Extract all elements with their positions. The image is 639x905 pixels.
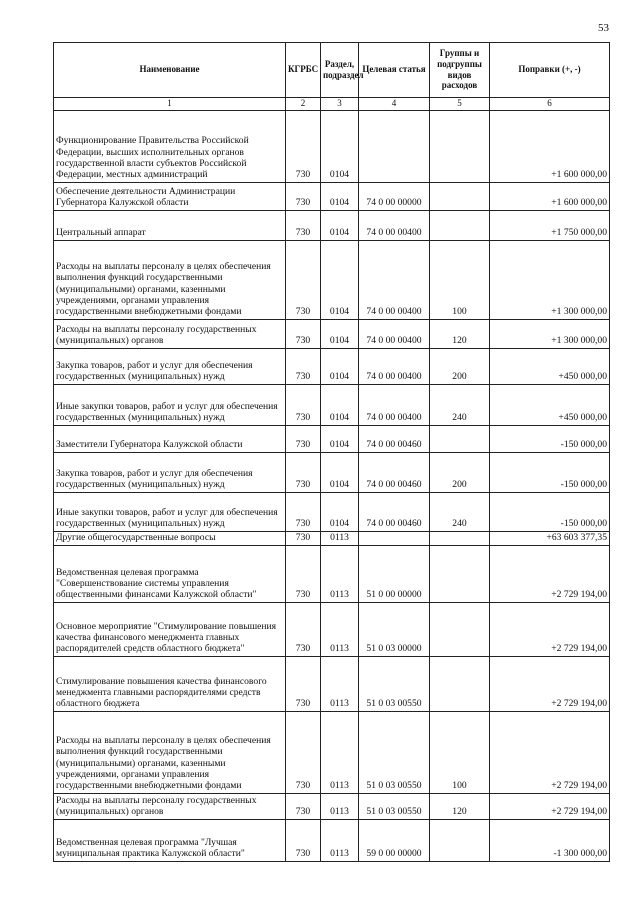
row-section: 0104: [321, 182, 359, 210]
row-amount: +63 603 377,35: [490, 531, 610, 545]
row-target: 51 0 03 00550: [359, 711, 430, 793]
row-target: 59 0 00 00000: [359, 819, 430, 861]
column-number: 3: [321, 98, 359, 111]
column-number: 6: [490, 98, 610, 111]
row-group: 120: [430, 319, 490, 348]
row-name: Другие общегосударственные вопросы: [54, 531, 286, 545]
table-row: [54, 319, 610, 348]
table-row: [54, 545, 610, 602]
table-row: [54, 711, 610, 793]
table-header-row: [54, 43, 610, 98]
row-group: [430, 602, 490, 656]
row-group: [430, 110, 490, 182]
row-group: 100: [430, 711, 490, 793]
table-row: [54, 210, 610, 240]
row-ktrbs: 730: [286, 110, 321, 182]
row-group: [430, 545, 490, 602]
table-row: [54, 240, 610, 319]
header-ktrbs: КГРБС: [286, 43, 321, 98]
row-name: Расходы на выплаты персоналу в целях обеспечения выполнения функций государственными (муниципальными) органами, казенными учреждениями, органами управления государственными внебюджетными фондами: [54, 240, 286, 319]
table-row: [54, 384, 610, 425]
row-amount: +1 300 000,00: [490, 240, 610, 319]
row-section: 0113: [321, 711, 359, 793]
row-ktrbs: 730: [286, 602, 321, 656]
row-amount: +1 600 000,00: [490, 110, 610, 182]
row-name: Иные закупки товаров, работ и услуг для обеспечения государственных (муниципальных) нужд: [54, 384, 286, 425]
row-amount: +2 729 194,00: [490, 545, 610, 602]
row-section: 0113: [321, 793, 359, 819]
row-ktrbs: 730: [286, 545, 321, 602]
row-ktrbs: 730: [286, 711, 321, 793]
header-group: Группы и подгруппы видов расходов: [430, 43, 490, 98]
row-amount: +450 000,00: [490, 384, 610, 425]
row-target: 74 0 00 00400: [359, 210, 430, 240]
row-target: 74 0 00 00400: [359, 384, 430, 425]
row-ktrbs: 730: [286, 384, 321, 425]
row-group: [430, 656, 490, 711]
row-target: [359, 531, 430, 545]
row-section: 0104: [321, 319, 359, 348]
row-target: [359, 110, 430, 182]
row-ktrbs: 730: [286, 182, 321, 210]
row-target: 51 0 03 00000: [359, 602, 430, 656]
row-ktrbs: 730: [286, 240, 321, 319]
row-name: Закупка товаров, работ и услуг для обеспечения государственных (муниципальных) нужд: [54, 452, 286, 492]
row-amount: -150 000,00: [490, 452, 610, 492]
row-group: 240: [430, 492, 490, 531]
header-name: Наименование: [54, 43, 286, 98]
row-name: Функционирование Правительства Российской Федерации, высших исполнительных органов государственной власти субъектов Российской Федерации, местных администраций: [54, 110, 286, 182]
row-ktrbs: 730: [286, 531, 321, 545]
row-section: 0113: [321, 819, 359, 861]
row-target: 74 0 00 00460: [359, 452, 430, 492]
row-section: 0104: [321, 492, 359, 531]
row-section: 0113: [321, 545, 359, 602]
table-row: [54, 819, 610, 861]
row-amount: +1 600 000,00: [490, 182, 610, 210]
row-name: Ведомственная целевая программа "Совершенствование системы управления общественными финансами Калужской области": [54, 545, 286, 602]
row-group: 200: [430, 452, 490, 492]
row-group: 240: [430, 384, 490, 425]
row-target: 74 0 00 00000: [359, 182, 430, 210]
row-name: Заместители Губернатора Калужской области: [54, 425, 286, 452]
row-section: 0104: [321, 348, 359, 384]
row-ktrbs: 730: [286, 348, 321, 384]
row-amount: +2 729 194,00: [490, 656, 610, 711]
row-target: 74 0 00 00400: [359, 319, 430, 348]
row-name: Ведомственная целевая программа "Лучшая муниципальная практика Калужской области": [54, 819, 286, 861]
row-name: Закупка товаров, работ и услуг для обеспечения государственных (муниципальных) нужд: [54, 348, 286, 384]
row-group: 100: [430, 240, 490, 319]
column-numbers-row: [54, 98, 610, 111]
row-name: Расходы на выплаты персоналу государственных (муниципальных) органов: [54, 319, 286, 348]
row-name: Иные закупки товаров, работ и услуг для обеспечения государственных (муниципальных) нужд: [54, 492, 286, 531]
row-target: 51 0 03 00550: [359, 793, 430, 819]
row-ktrbs: 730: [286, 793, 321, 819]
row-amount: -1 300 000,00: [490, 819, 610, 861]
column-number: 2: [286, 98, 321, 111]
row-name: Основное мероприятие "Стимулирование повышения качества финансового менеджмента главных распорядителей средств областного бюджета": [54, 602, 286, 656]
row-group: [430, 210, 490, 240]
column-number: 5: [430, 98, 490, 111]
table-row: [54, 348, 610, 384]
table-row: [54, 531, 610, 545]
row-target: 74 0 00 00400: [359, 348, 430, 384]
row-name: Обеспечение деятельности Администрации Губернатора Калужской области: [54, 182, 286, 210]
row-ktrbs: 730: [286, 319, 321, 348]
row-ktrbs: 730: [286, 819, 321, 861]
table-row: [54, 110, 610, 182]
row-ktrbs: 730: [286, 452, 321, 492]
row-group: 200: [430, 348, 490, 384]
row-target: 51 0 00 00000: [359, 545, 430, 602]
row-amount: +1 300 000,00: [490, 319, 610, 348]
row-ktrbs: 730: [286, 656, 321, 711]
row-name: Расходы на выплаты персоналу в целях обеспечения выполнения функций государственными (муниципальными) органами, казенными учреждениями, органами управления государственными внебюджетными фондами: [54, 711, 286, 793]
row-group: 120: [430, 793, 490, 819]
row-section: 0104: [321, 425, 359, 452]
budget-amendments-table: [53, 42, 610, 862]
header-amount: Поправки (+, -): [490, 43, 610, 98]
row-section: 0104: [321, 210, 359, 240]
row-section: 0104: [321, 240, 359, 319]
row-target: 74 0 00 00460: [359, 425, 430, 452]
row-amount: +2 729 194,00: [490, 602, 610, 656]
row-ktrbs: 730: [286, 425, 321, 452]
table-row: [54, 425, 610, 452]
row-ktrbs: 730: [286, 492, 321, 531]
row-amount: +1 750 000,00: [490, 210, 610, 240]
row-section: 0104: [321, 384, 359, 425]
row-target: 51 0 03 00550: [359, 656, 430, 711]
row-amount: +2 729 194,00: [490, 793, 610, 819]
row-name: Стимулирование повышения качества финансового менеджмента главными распорядителями средств областного бюджета: [54, 656, 286, 711]
table-row: [54, 182, 610, 210]
row-section: 0104: [321, 110, 359, 182]
row-amount: +450 000,00: [490, 348, 610, 384]
table-row: [54, 656, 610, 711]
row-section: 0113: [321, 602, 359, 656]
row-amount: -150 000,00: [490, 492, 610, 531]
row-name: Центральный аппарат: [54, 210, 286, 240]
table-row: [54, 492, 610, 531]
row-section: 0113: [321, 531, 359, 545]
row-group: [430, 425, 490, 452]
row-group: [430, 531, 490, 545]
row-section: 0104: [321, 452, 359, 492]
row-group: [430, 819, 490, 861]
header-section: Раздел, подраздел: [321, 43, 359, 98]
row-name: Расходы на выплаты персоналу государственных (муниципальных) органов: [54, 793, 286, 819]
header-target: Целевая статья: [359, 43, 430, 98]
table-row: [54, 452, 610, 492]
table-row: [54, 793, 610, 819]
row-group: [430, 182, 490, 210]
column-number: 1: [54, 98, 286, 111]
row-section: 0113: [321, 656, 359, 711]
row-target: 74 0 00 00400: [359, 240, 430, 319]
row-target: 74 0 00 00460: [359, 492, 430, 531]
table-row: [54, 602, 610, 656]
row-amount: -150 000,00: [490, 425, 610, 452]
column-number: 4: [359, 98, 430, 111]
page-number: 53: [598, 22, 609, 34]
row-amount: +2 729 194,00: [490, 711, 610, 793]
row-ktrbs: 730: [286, 210, 321, 240]
